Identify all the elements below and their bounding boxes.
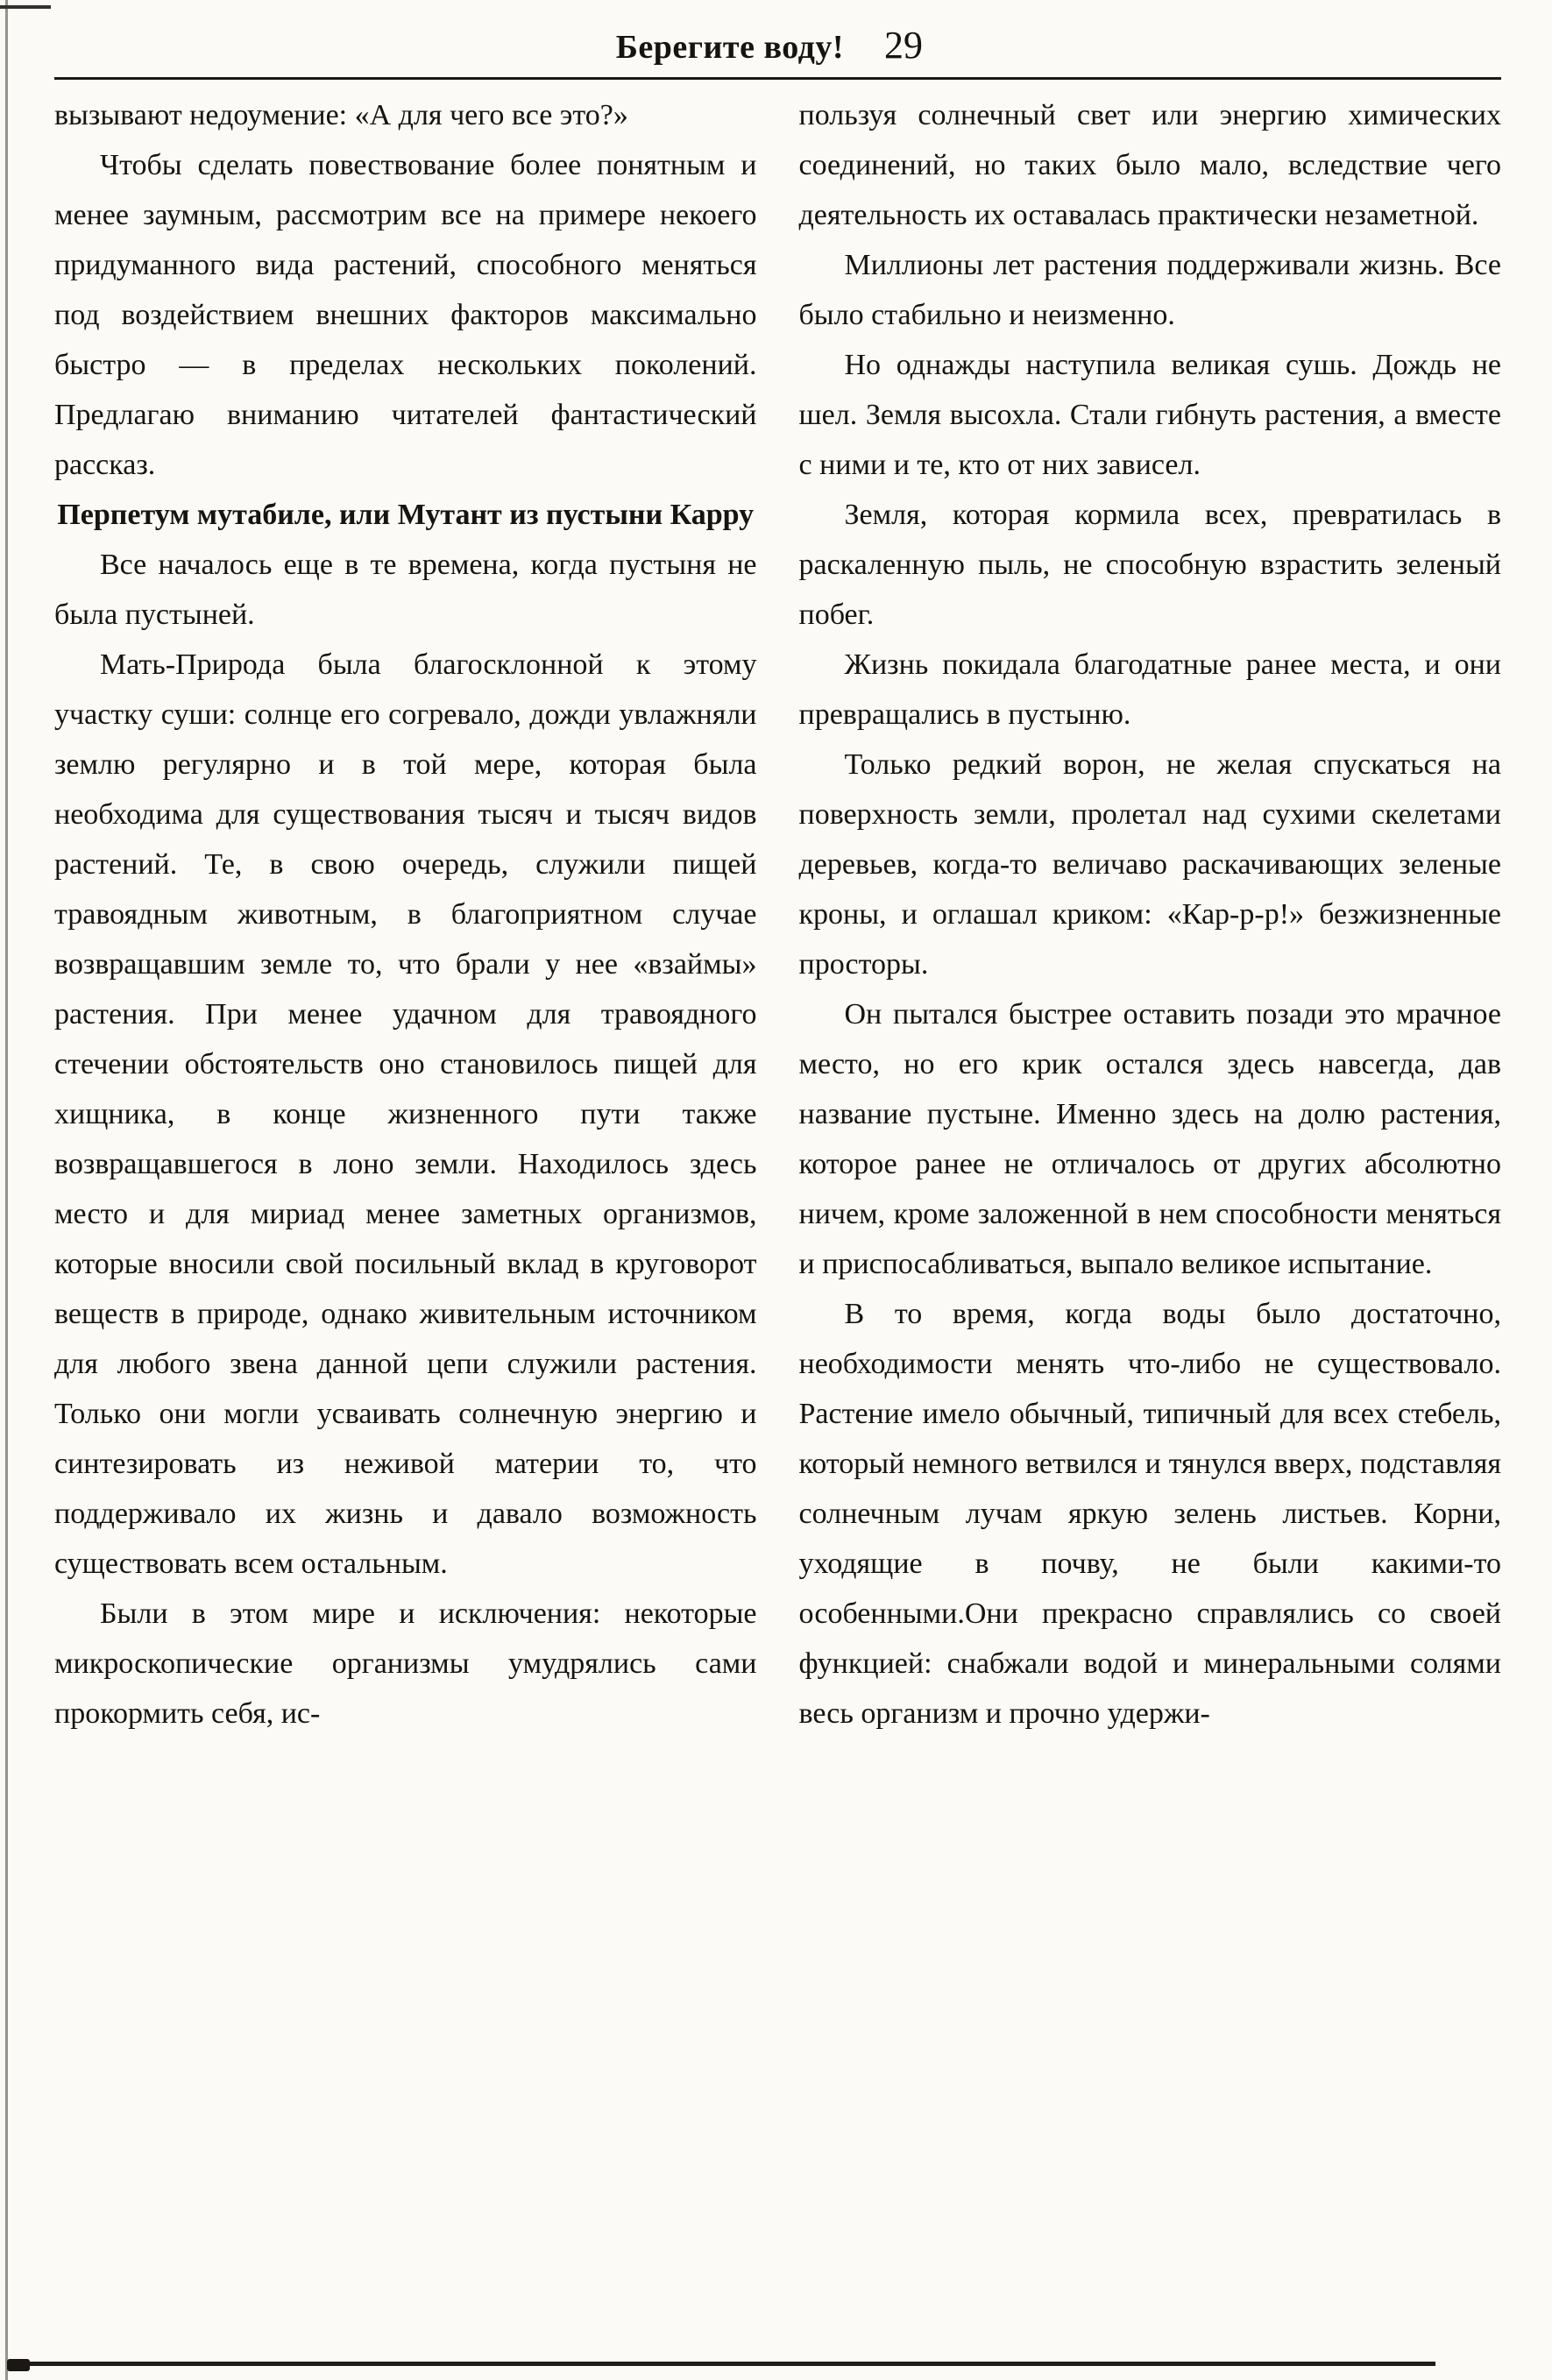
paragraph: Мать-Природа была благосклонной к этому участку суши: солнце его согревало, дожди увлажняли землю регулярно и в той мере, которая была необходима для существования тысяч и тысяч видов растений. Те, в свою очередь, служили пищей травоядным животным, в благоприятном случае возвращавшим земле то, что брали у нее «взаймы» растения. При менее удачном для травоядного стечении обстоятельств оно становилось пищей для хищника, в конце жизненного пути также возвращавшегося в лоно земли. Находилось здесь место и для мириад менее заметных организмов, которые вносили свой посильный вклад в круговорот веществ в природе, однако живительным источником для любого звена данной цепи служили растения. Только они могли усваивать солнечную энергию и синтезировать из неживой материи то, что поддерживало их жизнь и давало возможность существовать всем остальным. xyxy=(54,648,757,1580)
right-column xyxy=(799,90,1502,1739)
page-number: 29 xyxy=(884,24,923,67)
scan-edge-left-artifact xyxy=(5,0,8,2380)
running-title: Берегите воду! xyxy=(615,29,844,66)
scan-edge-top-left-artifact xyxy=(0,5,51,9)
paragraph: Он пытался быстрее оставить позади это мрачное место, но его крик остался здесь навсегда, дав название пустыне. Именно здесь на долю растения, которое ранее не отличалось от других абсолютно ничем, кроме заложенной в нем способности меняться и приспосабливаться, выпало великое испытание. xyxy=(798,998,1501,1280)
story-heading: Перпетум мутабиле, или Мутант из пустыни Карру xyxy=(57,499,755,531)
paragraph: вызывают недоумение: «А для чего все это?» xyxy=(54,99,628,131)
text-columns xyxy=(54,90,1501,1739)
paragraph: Но однажды наступила великая сушь. Дождь не шел. Земля высохла. Стали гибнуть растения, а вместе с ними и те, кто от них зависел. xyxy=(798,349,1501,481)
scan-edge-bottom-artifact xyxy=(11,2362,1435,2366)
page-header xyxy=(54,21,1501,77)
paragraph: Жизнь покидала благодатные ранее места, и они превращались в пустыню. xyxy=(798,648,1501,731)
paragraph: Все началось еще в те времена, когда пустыня не была пустыней. xyxy=(54,549,757,631)
paragraph: Только редкий ворон, не желая спускаться на поверхность земли, пролетал над сухими скелетами деревьев, когда-то величаво раскачивающих зеленые кроны, и оглашал криком: «Кар-р-р!» безжизненные просторы. xyxy=(798,748,1501,981)
paragraph: Были в этом мире и исключения: некоторые микроскопические организмы умудрялись сами прокормить себя, ис- xyxy=(54,1597,757,1730)
header-rule xyxy=(54,77,1501,80)
left-column xyxy=(54,90,757,1739)
paragraph: Миллионы лет растения поддерживали жизнь. Все было стабильно и неизменно. xyxy=(798,249,1501,331)
paragraph: Земля, которая кормила всех, превратилась в раскаленную пыль, не способную взрастить зеленый побег. xyxy=(798,499,1501,631)
paragraph: В то время, когда воды было достаточно, необходимости менять что-либо не существовало. Растение имело обычный, типичный для всех стебель, который немного ветвился и тянулся вверх, подставляя солнечным лучам яркую зелень листьев. Корни, уходящие в почву, не были какими-то особенными.Они прекрасно справлялись со своей функцией: снабжали водой и минеральными солями весь организм и прочно удержи- xyxy=(798,1298,1501,1730)
scan-edge-bottom-blob-artifact xyxy=(7,2359,30,2371)
paragraph: пользуя солнечный свет или энергию химических соединений, но таких было мало, вследствие чего деятельность их оставалась практически незаметной. xyxy=(798,99,1501,231)
paragraph: Чтобы сделать повествование более понятным и менее заумным, рассмотрим все на примере некоего придуманного вида растений, способного меняться под воздействием внешних факторов максимально быстро — в пределах нескольких поколений. Предлагаю вниманию читателей фантастический рассказ. xyxy=(54,149,757,481)
